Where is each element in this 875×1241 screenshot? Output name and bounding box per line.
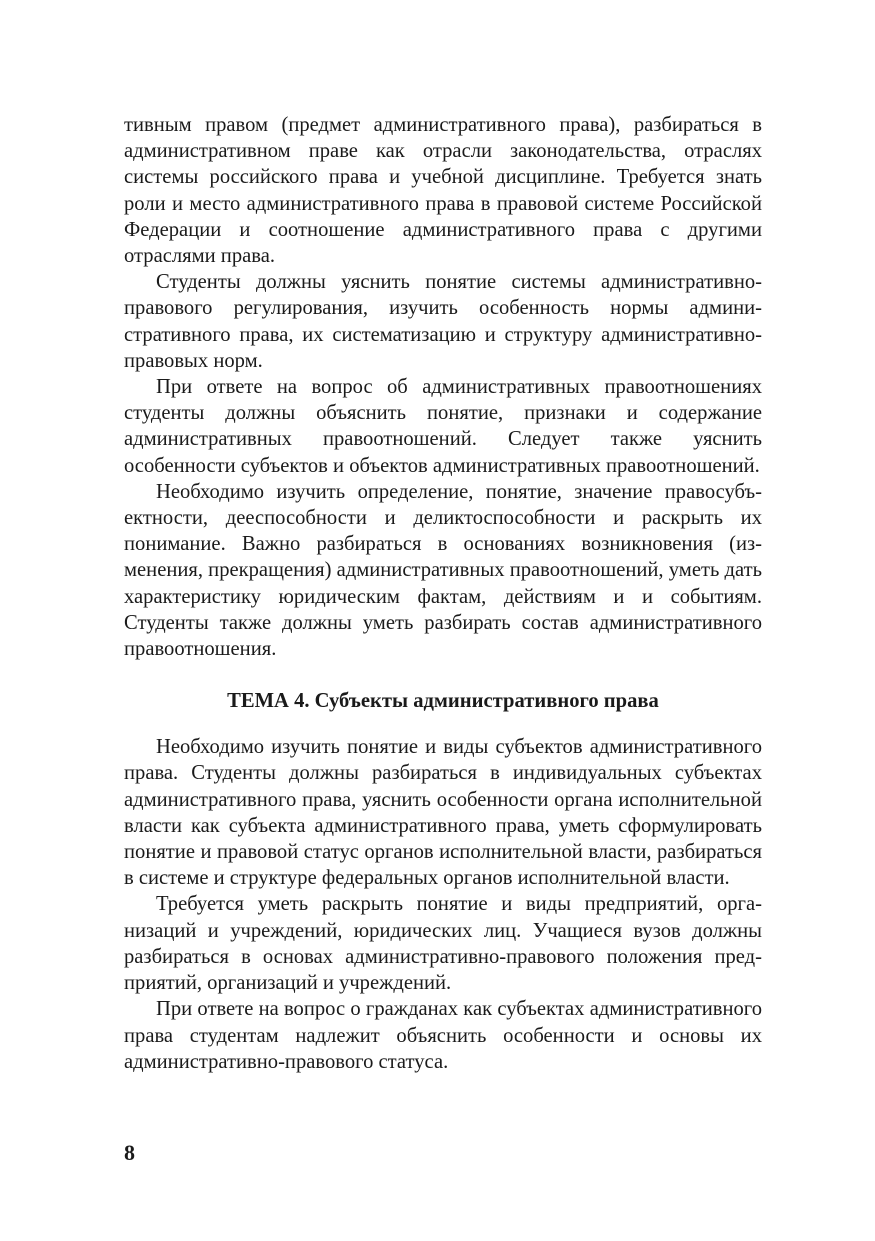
paragraph-subjects: Необходимо изучить понятие и виды субъектов административного права. Студенты должны разбираться в индивидуальных субъектах административного права, уяснить особенности органа исполнительной власти как субъекта административного права, уметь сформулировать понятие и правовой статус органов исполнительной власти, разбираться в системе и структуре федеральных органов исполнительной власти. — [124, 736, 762, 890]
paragraph-legal-relations: При ответе на вопрос об административных правоотношениях студенты должны объяснить понятие, признаки и содержание административных правоотношений. Следует также уяснить особенности субъектов и объектов административных правоотношений. — [124, 376, 762, 477]
section-heading-topic-4: ТЕМА 4. Субъекты административного права — [227, 690, 659, 713]
paragraph-system-regulation: Студенты должны уяснить понятие системы административно-правового регулирования, изучить особенность нормы административного права, их систематизацию и структуру административно-правовых норм. — [124, 271, 762, 372]
paragraph-continuation: тивным правом (предмет административного права), разбираться в административном праве как отрасли законодательства, отраслях системы российского права и учебной дисциплине. Требуется знать роли и место административного права в правовой системе Российской Федерации и соотношение административного права с другими отраслями права. — [124, 114, 762, 268]
page-number: 8 — [124, 1140, 135, 1165]
paragraph-enterprises: Требуется уметь раскрыть понятие и виды предприятий, организаций и учреждений, юридических лиц. Учащиеся вузов должны разбираться в основах административно-правового положения предприятий, организаций и учреждений. — [124, 893, 762, 995]
paragraph-legal-capacity: Необходимо изучить определение, понятие, значение правосубъектности, дееспособности и деликтоспособности и раскрыть их понимание. Важно разбираться в основаниях возникновения (изменения, прекращения) административных правоотношений, уметь дать характеристику юридическим фактам, действиям и и событиям. Студенты также должны уметь разбирать состав административного правоотношения. — [124, 480, 762, 661]
page-body — [124, 112, 762, 1075]
paragraph-citizens: При ответе на вопрос о гражданах как субъектах административного права студентам надлежит объяснить особенности и основы их административно-правового статуса. — [124, 998, 762, 1073]
